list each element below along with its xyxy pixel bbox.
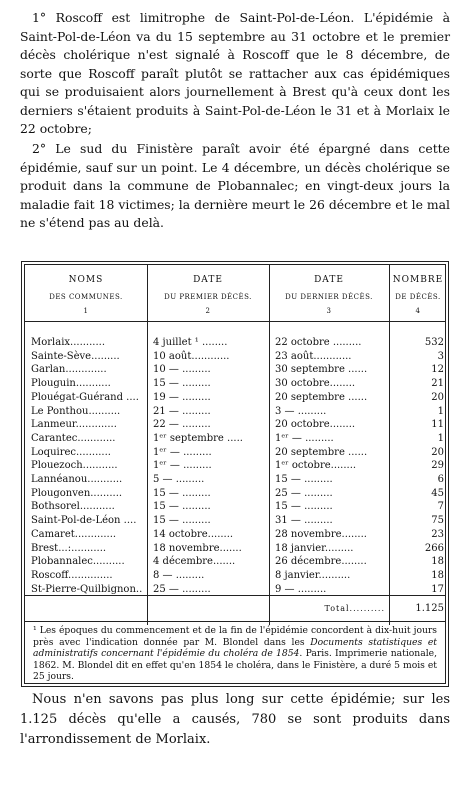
paragraph-finistere-sud: 2° Le sud du Finistère paraît avoir été épargné dans cette épidémie, sauf sur un point. Le 4 décembre, un décès cholérique se produit dans la commune de Plobannalec; en vingt-deux jours la maladie fait 18 victimes; la dernière meurt le 26 décembre et le mal ne s'étend pas au delà. [20,141,450,230]
total-label: Total.......... [324,604,385,613]
total-value: 1.125 [415,603,444,614]
first-death-date: 15 — ......... [153,515,211,527]
last-death-date: 3 — ......... [275,405,327,417]
last-death-date: 26 décembre........ [275,556,367,568]
death-count: 12 [431,364,444,376]
commune-name: Sainte-Sève......... [31,350,120,362]
last-death-date: 20 octobre........ [275,419,356,431]
table-row [25,582,445,598]
header-dernier-sub: DU DERNIER DÉCÈS. [285,293,373,301]
commune-name: Le Ponthou.......... [31,405,121,417]
death-count: 1 [437,405,444,417]
first-death-date: 15 — ......... [153,501,211,513]
death-count: 45 [431,487,444,499]
commune-name: Garlan............. [31,364,107,376]
death-count: 23 [431,528,444,540]
footnote-text: ¹ Les époques du commencement et de la fin de l'épidémie concordent à dix-huit jours près avec l'indication donnée par M. Blondel dans les [33,625,437,648]
total-row [25,601,445,617]
death-count: 18 [431,569,444,581]
header-num-3: 3 [326,307,332,315]
first-death-date: 1ᵉʳ septembre ..... [153,432,243,444]
header-num-4: 4 [415,307,421,315]
last-death-date: 23 août............ [275,350,352,362]
first-death-date: 1ᵉʳ — ......... [153,460,212,472]
last-death-date: 25 — ......... [275,487,333,499]
footnote [33,625,437,683]
death-count: 6 [437,474,444,485]
death-count: 18 [431,556,444,568]
first-death-date: 5 — ......... [153,474,205,485]
header-num-2: 2 [205,307,211,315]
commune-name: Carantec............ [31,432,116,444]
death-count: 20 [431,391,444,403]
first-death-date: 8 — ......... [153,569,205,581]
death-count: 75 [431,515,444,527]
last-death-date: 28 novembre........ [275,528,367,540]
last-death-date: 18 janvier......... [275,542,354,554]
deaths-table [21,261,449,687]
commune-name: Morlaix........... [31,337,106,348]
last-death-date: 9 — ......... [275,583,327,595]
header-noms-sub: DES COMMUNES. [49,293,123,301]
header-num-1: 1 [83,307,89,315]
commune-name: Brest...:........... [31,542,107,554]
commune-name: Plouguin........... [31,378,111,390]
last-death-date: 22 octobre ......... [275,337,362,348]
last-death-date: 30 octobre........ [275,378,356,390]
commune-name: Plouezoch........... [31,460,118,472]
first-death-date: 25 — ......... [153,583,211,595]
last-death-date: 15 — ......... [275,474,333,485]
first-death-date: 4 juillet ¹ ........ [153,337,228,348]
header-premier-sub: DU PREMIER DÉCÈS. [164,293,252,301]
death-count: 532 [424,337,444,348]
death-count: 17 [431,583,444,595]
first-death-date: 15 — ......... [153,487,211,499]
first-death-date: 21 — ......... [153,405,211,417]
commune-name: Roscoff.............. [31,569,113,581]
footnote-divider [25,621,445,622]
death-count: 266 [424,542,444,554]
paragraph-roscoff: 1° Roscoff est limitrophe de Saint-Pol-de-Léon. L'épidémie à Saint-Pol-de-Léon va du 15 septembre au 31 octobre et le premier décès cholérique n'est signalé à Roscoff que le 8 décembre, de sorte que Roscoff paraît plutôt se rattacher aux cas épidémiques qui se produisaient alors journellement à Brest qu'à ceux dont les derniers s'étaient produits à Saint-Pol-de-Léon le 31 et à Morlaix le 22 octobre; [20,10,450,136]
header-nombre-sub: DE DÉCÈS. [395,293,441,301]
first-death-date: 15 — ......... [153,378,211,390]
paragraph-conclusion: Nous n'en savons pas plus long sur cette épidémie; sur les 1.125 décès qu'elle a causés, 780 se sont produits dans l'arrondissement de Morlaix. [20,692,450,747]
commune-name: Plouégat-Guérand .... [31,391,139,403]
last-death-date: 20 septembre ...... [275,391,368,403]
commune-name: Saint-Pol-de-Léon .... [31,515,137,527]
death-count: 20 [431,446,444,458]
commune-name: Loquirec........... [31,446,111,458]
last-death-date: 8 janvier.......... [275,569,351,581]
first-death-date: 10 août............ [153,350,230,362]
last-death-date: 31 — ......... [275,515,333,527]
death-count: 1 [437,432,444,444]
death-count: 29 [431,460,444,472]
header-date-dernier: DATE [314,275,344,285]
commune-name: Lannéanou........... [31,474,123,485]
death-count: 3 [437,350,444,362]
first-death-date: 10 — ......... [153,364,211,376]
first-death-date: 19 — ......... [153,391,211,403]
footnote-text-end: . Paris. Imprimerie nationale, 1862. M. Blondel dit en effet qu'en 1854 le choléra, dans le Finistère, a duré 5 mois et 25 jours. [33,648,437,682]
last-death-date: 1ᵉʳ octobre........ [275,460,357,472]
first-death-date: 18 novembre....... [153,542,242,554]
commune-name: Bothsorel........... [31,501,115,513]
first-death-date: 1ᵉʳ — ......... [153,446,212,458]
death-count: 11 [431,419,444,431]
commune-name: Camaret............. [31,528,117,540]
death-count: 7 [437,501,444,513]
commune-name: Lanmeur............. [31,419,117,431]
footnote-title: Documents statistiques et administratifs concernant l'épidémie du choléra de 1854 [33,636,437,659]
commune-name: Plobannalec.......... [31,556,125,568]
last-death-date: 20 septembre ...... [275,446,368,458]
first-death-date: 22 — ......... [153,419,211,431]
header-date-premier: DATE [193,275,223,285]
last-death-date: 1ᵉʳ — ......... [275,432,334,444]
table-inner-frame [24,264,446,684]
commune-name: Plougonven.......... [31,487,123,499]
last-death-date: 30 septembre ...... [275,364,368,376]
commune-name: St-Pierre-Quilbignon.. [31,583,143,595]
first-death-date: 4 décembre....... [153,556,236,568]
first-death-date: 14 octobre........ [153,528,234,540]
header-divider [25,321,445,322]
header-noms: NOMS [68,275,104,285]
last-death-date: 15 — ......... [275,501,333,513]
header-nombre: NOMBRE [392,275,444,285]
death-count: 21 [431,378,444,390]
